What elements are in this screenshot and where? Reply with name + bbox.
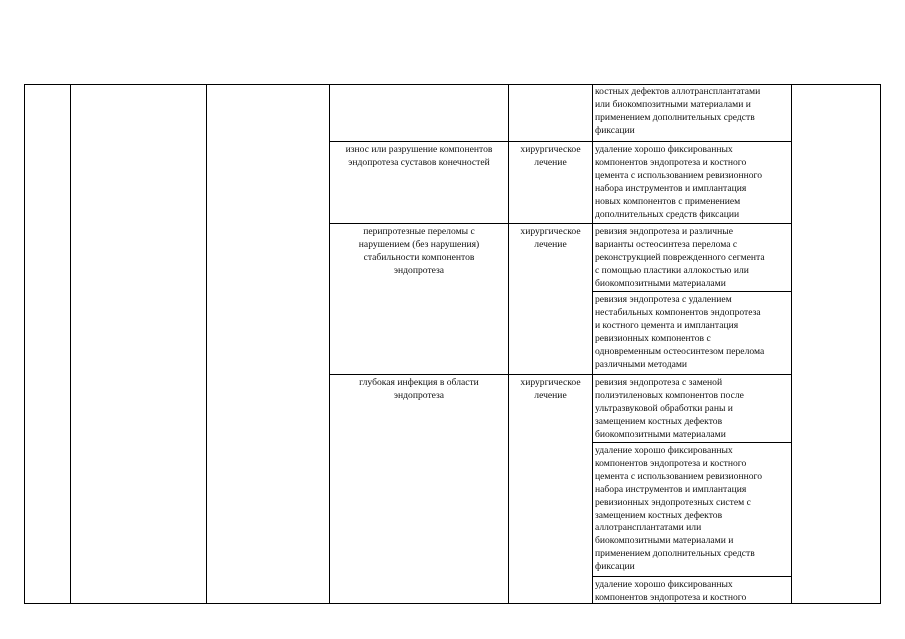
method-divider <box>592 442 791 443</box>
condition-cell: глубокая инфекция в области эндопротеза <box>359 377 479 401</box>
column-divider <box>206 85 207 603</box>
condition-cell: перипротезные переломы с нарушением (без нарушения) стабильности компонентов эндопротеза <box>358 226 480 276</box>
method-cell: ревизия эндопротеза с удалением нестабильных компонентов эндопротеза и костного цемента и имплантация ревизионных компонентов с одновременным остеосинтезом перелома различными методами <box>595 294 765 370</box>
method-cell: удаление хорошо фиксированных компонентов эндопротеза и костного цемента с использованием ревизионного набора инструментов и имплантация новых компонентов с применением дополнительных средств фиксации <box>595 144 763 220</box>
method-cell: костных дефектов аллотрансплантатами или биокомпозитными материалами и применением дополнительных средств фиксации <box>595 86 761 136</box>
method-cell: удаление хорошо фиксированных компонентов эндопротеза и костного цемента с использованием ревизионного набора инструментов и имплантация ревизионных эндопротезных систем с замещением костных дефектов аллотрансплантатами или биокомпозитными материалами и применением дополнительных средств фиксации <box>595 445 763 573</box>
row-divider <box>329 141 791 142</box>
method-divider <box>592 291 791 292</box>
column-divider <box>329 85 330 603</box>
method-divider <box>592 576 791 577</box>
method-cell: ревизия эндопротеза и различные варианты остеосинтеза перелома с реконструкцией поврежденного сегмента с помощью пластики аллокостью или биокомпозитными материалами <box>595 226 765 289</box>
method-cell: удаление хорошо фиксированных компонентов эндопротеза и костного <box>595 579 747 603</box>
medical-procedures-table <box>24 84 881 604</box>
column-divider <box>592 85 593 603</box>
treatment-cell: хирургическое лечение <box>520 377 581 401</box>
row-divider <box>329 374 791 375</box>
column-divider <box>70 85 71 603</box>
column-divider <box>508 85 509 603</box>
condition-cell: износ или разрушение компонентов эндопротеза суставов конечностей <box>345 144 493 168</box>
treatment-cell: хирургическое лечение <box>520 144 581 168</box>
treatment-cell: хирургическое лечение <box>520 226 581 250</box>
row-divider <box>329 223 791 224</box>
column-divider <box>791 85 792 603</box>
method-cell: ревизия эндопротеза с заменой полиэтиленовых компонентов после ультразвуковой обработки раны и замещением костных дефектов биокомпозитными материалами <box>595 377 744 440</box>
